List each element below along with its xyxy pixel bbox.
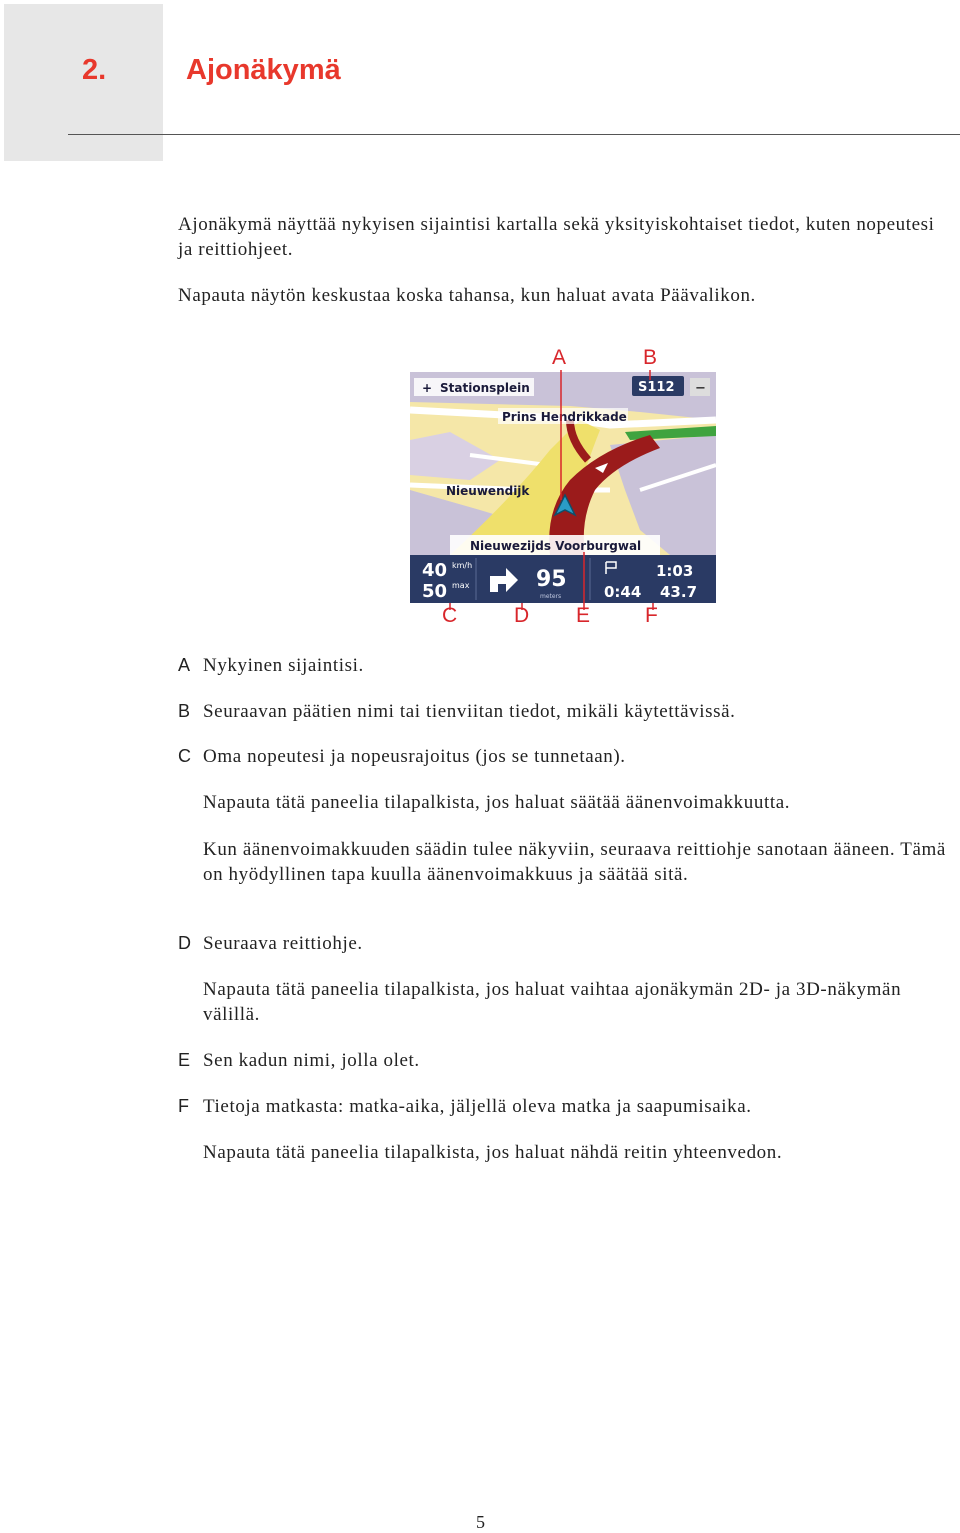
intro-paragraph: Ajonäkymä näyttää nykyisen sijaintisi kartalla sekä yksityiskohtaiset tiedot, kuten nopeutesi ja reittiohjeet. xyxy=(178,214,935,260)
remaining-distance: 43.7 xyxy=(660,583,698,601)
current-speed: 40 xyxy=(422,560,448,581)
instruction-distance: 95 xyxy=(536,567,567,592)
callout-a: A xyxy=(552,346,567,369)
speed-unit: km/h xyxy=(452,561,473,570)
limit-unit: max xyxy=(452,581,470,590)
chapter-number: 2. xyxy=(82,54,107,86)
callout-b: B xyxy=(643,346,658,369)
item-letter: F xyxy=(178,1096,190,1116)
remaining-time: 0:44 xyxy=(604,583,642,601)
item-letter: B xyxy=(178,701,191,721)
road-sign-label: S112 xyxy=(638,380,675,395)
item-letter: E xyxy=(178,1050,191,1070)
chapter-title: Ajonäkymä xyxy=(186,54,341,86)
item-text: Nykyinen sijaintisi. xyxy=(203,655,364,676)
item-text: Seuraavan päätien nimi tai tienviitan tiedot, mikäli käytettävissä. xyxy=(203,701,736,722)
travel-time: 1:03 xyxy=(656,562,694,580)
street-label-3: Nieuwendijk xyxy=(446,484,530,498)
speed-limit: 50 xyxy=(422,581,448,602)
item-text: Sen kadun nimi, jolla olet. xyxy=(203,1050,420,1071)
driving-view-illustration xyxy=(410,340,716,632)
chapter-rule xyxy=(68,134,960,135)
street-label-2: Prins Hendrikkade xyxy=(502,410,627,424)
note-paragraph: Napauta tätä paneelia tilapalkista, jos haluat nähdä reitin yhteenvedon. xyxy=(203,1142,783,1163)
item-letter: D xyxy=(178,933,192,953)
zoom-in-icon: + xyxy=(422,381,433,395)
callout-c: C xyxy=(442,604,458,627)
intro-instruction: Napauta näytön keskustaa koska tahansa, kun haluat avata Päävalikon. xyxy=(178,285,756,306)
note-paragraph: Napauta tätä paneelia tilapalkista, jos haluat vaihtaa ajonäkymän 2D- ja 3D-näkymän välillä. xyxy=(203,979,902,1025)
item-text: Oma nopeutesi ja nopeusrajoitus (jos se tunnetaan). xyxy=(203,746,626,767)
callout-f: F xyxy=(645,604,658,627)
zoom-out-icon: − xyxy=(695,381,706,396)
callout-d: D xyxy=(514,604,530,627)
driving-view-figure xyxy=(410,340,716,632)
item-letter: A xyxy=(178,655,191,675)
item-letter: C xyxy=(178,746,192,766)
item-text: Seuraava reittiohje. xyxy=(203,933,363,954)
page-number: 5 xyxy=(476,1512,485,1532)
item-text: Tietoja matkasta: matka-aika, jäljellä oleva matka ja saapumisaika. xyxy=(203,1096,752,1117)
current-street-label: Nieuwezijds Voorburgwal xyxy=(470,539,642,553)
note-paragraph: Napauta tätä paneelia tilapalkista, jos haluat säätää äänenvoimakkuutta. xyxy=(203,792,791,813)
distance-unit: meters xyxy=(540,593,562,600)
callout-e: E xyxy=(576,604,591,627)
note-paragraph: Kun äänenvoimakkuuden säädin tulee näkyviin, seuraava reittiohje sanotaan ääneen. Tämä on hyödyllinen tapa kuulla äänenvoimakkuus ja säätää sitä. xyxy=(203,839,946,885)
street-label-top: Stationsplein xyxy=(440,381,530,395)
